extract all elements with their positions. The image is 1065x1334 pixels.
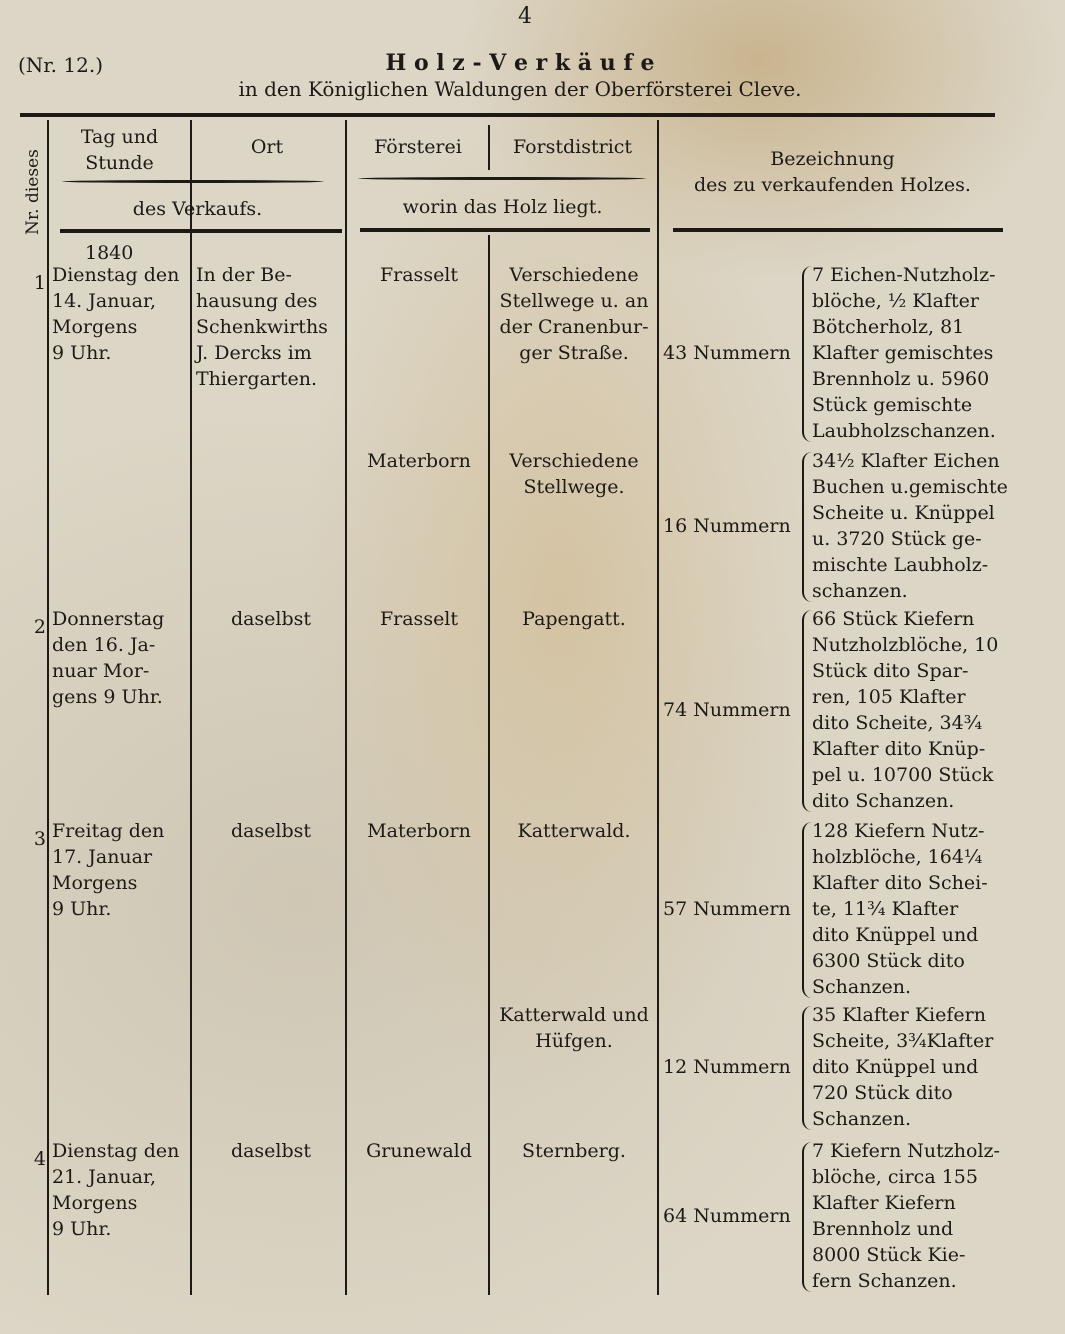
forstdistrict: Katterwald. (517, 820, 631, 842)
brace (802, 1142, 812, 1292)
brace (802, 610, 812, 812)
bezeichnung: 128 Kiefern Nutz- holzblöche, 164¼ Klafter dito Schei- te, 11¾ Klafter dito Knüppel und 6300 Stück dito Schanzen. (812, 820, 988, 998)
forstdistrict: Sternberg. (522, 1140, 626, 1162)
nummern: 64 Nummern (663, 1205, 791, 1227)
bezeichnung: 7 Eichen-Nutzholz- blöche, ½ Klafter Bötcherholz, 81 Klafter gemischtes Brennholz u. 5960 Stück gemischte Laubholzschanzen. (812, 264, 996, 442)
page-number: 4 (518, 4, 532, 29)
header-rule (360, 228, 650, 232)
brace (802, 1006, 812, 1130)
row-number: 4 (33, 1148, 46, 1170)
bezeichnung-header: Bezeichnung des zu verkaufenden Holzes. (694, 148, 971, 196)
ort-header: Ort (250, 136, 284, 158)
column-divider (190, 120, 192, 1295)
foersterei: Materborn (367, 820, 471, 842)
row-number: 3 (33, 828, 46, 850)
top-rule (20, 113, 995, 117)
foersterei-header: Försterei (374, 136, 462, 158)
brace (62, 180, 324, 183)
column-divider (488, 235, 490, 1295)
bezeichnung: 35 Klafter Kiefern Scheite, 3¾Klafter dito Knüppel und 720 Stück dito Schanzen. (812, 1004, 994, 1130)
foersterei: Grunewald (366, 1140, 472, 1162)
row-number: 1 (33, 272, 46, 294)
sale-place: daselbst (230, 1140, 312, 1162)
sale-date: Donnerstag den 16. Ja- nuar Mor- gens 9 Uhr. (52, 608, 165, 708)
forstdistrict: Verschiedene Stellwege. (509, 450, 639, 498)
foersterei: Materborn (367, 450, 471, 472)
sale-place: daselbst (230, 820, 312, 842)
worin-header: worin das Holz liegt. (402, 196, 603, 218)
bezeichnung: 34½ Klafter Eichen Buchen u.gemischte Scheite u. Knüppel u. 3720 Stück ge- mischte Laubholz- schanzen. (812, 450, 1008, 602)
sale-place: In der Be- hausung des Schenkwirths J. Dercks im Thiergarten. (196, 264, 328, 390)
sale-date: Dienstag den 21. Januar, Morgens 9 Uhr. (52, 1140, 180, 1240)
forstdistrict: Katterwald und Hüfgen. (499, 1004, 649, 1052)
header-rule (60, 229, 342, 233)
foersterei: Frasselt (379, 608, 459, 630)
nummern: 57 Nummern (663, 898, 791, 920)
sale-date: Dienstag den 14. Januar, Morgens 9 Uhr. (52, 264, 180, 364)
issue-number: (Nr. 12.) (18, 53, 103, 77)
nummern: 16 Nummern (663, 515, 791, 537)
column-divider (47, 120, 49, 1295)
forstdistrict-header: Forstdistrict (512, 136, 633, 158)
nr-header: Nr. dieses (23, 149, 43, 235)
forstdistrict: Verschiedene Stellwege u. an der Cranenbur- ger Straße. (499, 264, 649, 364)
header-rule (673, 228, 1003, 232)
page-title: H o l z - V e r k ä u f e (385, 50, 655, 76)
sale-date: Freitag den 17. Januar Morgens 9 Uhr. (52, 820, 165, 920)
tag-header: Tag und Stunde (80, 126, 159, 174)
sale-place: daselbst (230, 608, 312, 630)
page-subtitle: in den Königlichen Waldungen der Oberförsterei Cleve. (238, 77, 802, 101)
foersterei: Frasselt (379, 264, 459, 286)
brace (358, 177, 646, 180)
nummern: 74 Nummern (663, 699, 791, 721)
nummern: 43 Nummern (663, 342, 791, 364)
forstdistrict: Papengatt. (522, 608, 626, 630)
bezeichnung: 66 Stück Kiefern Nutzholzblöche, 10 Stück dito Spar- ren, 105 Klafter dito Scheite, 34¾ Klafter dito Knüp- pel u. 10700 Stück dito Schanzen. (812, 608, 999, 812)
year: 1840 (85, 242, 134, 264)
bezeichnung: 7 Kiefern Nutzholz- blöche, circa 155 Klafter Kiefern Brennholz und 8000 Stück Kie- fern Schanzen. (812, 1140, 1000, 1292)
brace (802, 266, 812, 442)
row-number: 2 (33, 616, 46, 638)
brace (802, 452, 812, 602)
nummern: 12 Nummern (663, 1056, 791, 1078)
des-verkaufs-header: des Verkaufs. (132, 198, 263, 220)
brace (802, 822, 812, 998)
